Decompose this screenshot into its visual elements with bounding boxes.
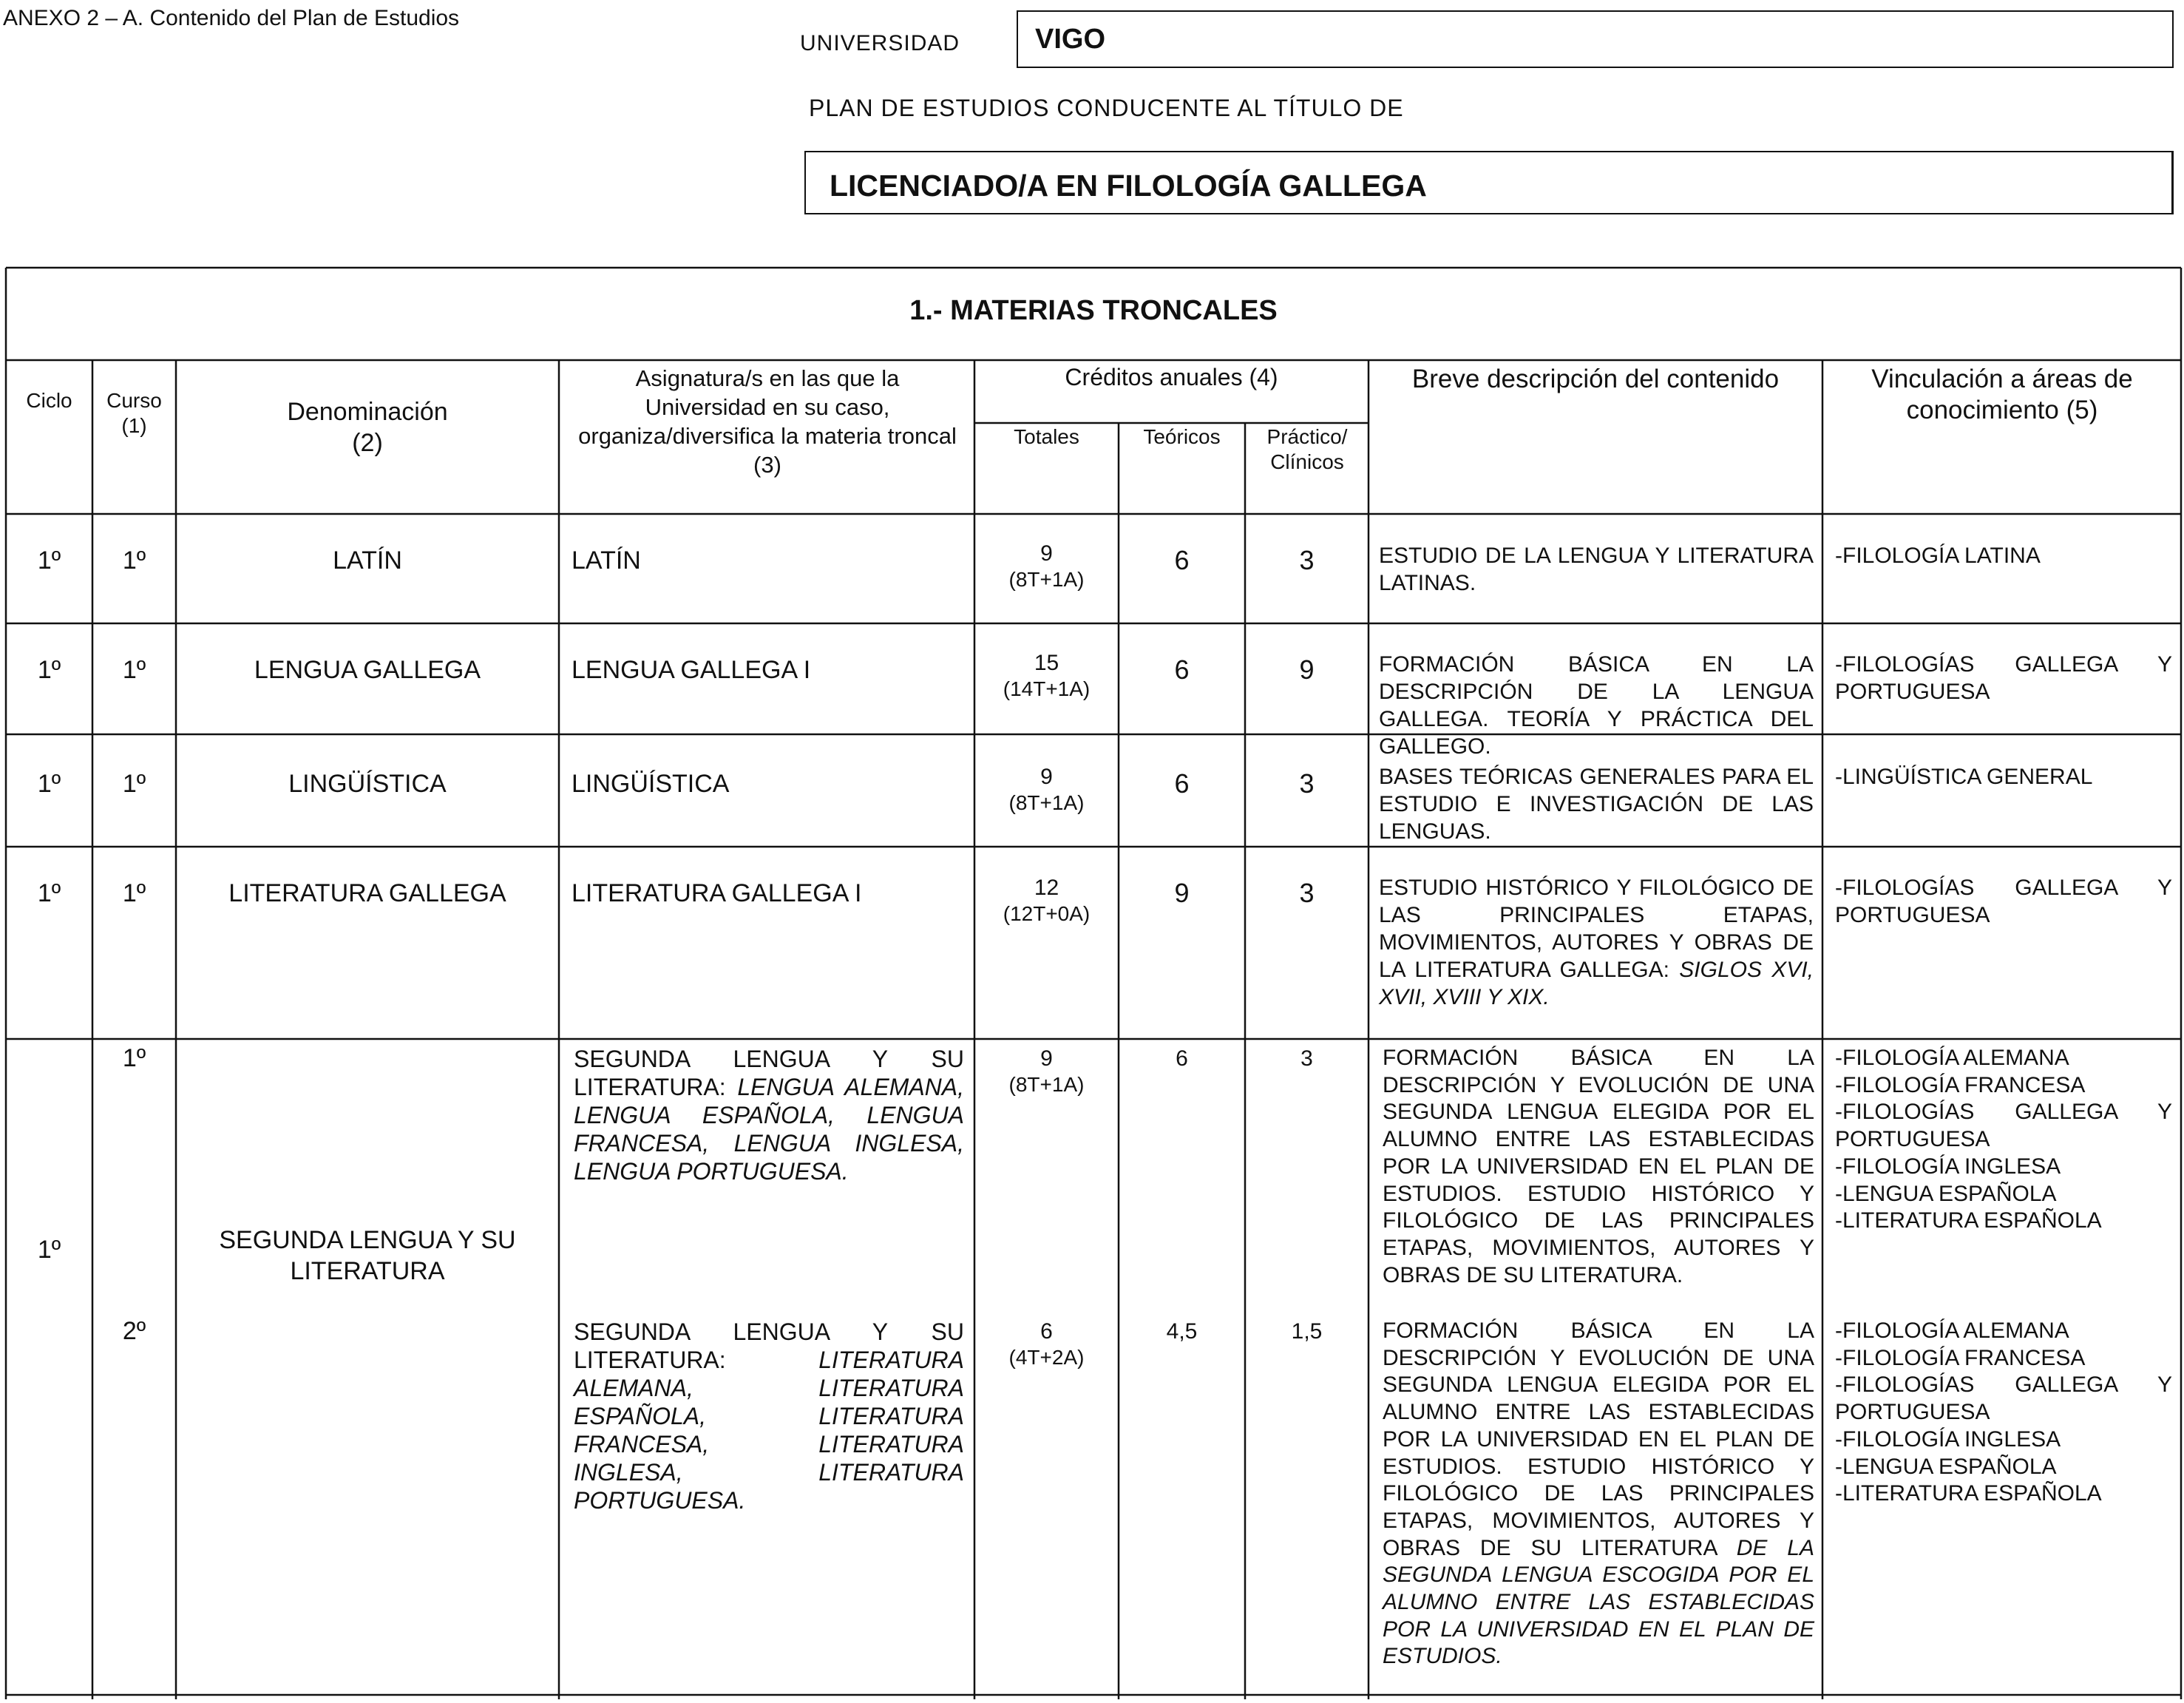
cell-curso: 1º	[122, 879, 146, 907]
cell-curso: 1º	[122, 770, 146, 798]
col-curso-note: (1)	[121, 414, 147, 437]
cell-totales-value: 9	[1040, 541, 1053, 566]
cell-descripcion: ESTUDIO DE LA LENGUA Y LITERATURA LATINAS.	[1379, 544, 1814, 595]
cell-practicos: 9	[1299, 654, 1315, 685]
cell-ciclo: 1º	[37, 656, 61, 684]
cell-practicos: 3	[1299, 878, 1315, 908]
col-denominacion	[176, 396, 559, 458]
cell-area: -LINGÜÍSTICA GENERAL	[1835, 765, 2093, 789]
cell-teoricos: 6	[1174, 545, 1190, 575]
cell-descripcion-text: FORMACIÓN BÁSICA EN LA DESCRIPCIÓN Y EVOLUCIÓN DE UNA SEGUNDA LENGUA ELEGIDA POR EL ALUMNO ENTRE LAS ESTABLECIDAS POR LA UNIVERSIDAD EN EL PLAN DE ESTUDIOS. ESTUDIO HISTÓRICO Y FILOLÓGICO DE LAS PRINCIPALES ETAPAS, MOVIMIENTOS, AUTORES Y OBRAS DE SU LITERATURA	[1383, 1318, 1814, 1560]
cell-totales-detail: (8T+1A)	[1008, 791, 1085, 814]
col-teoricos: Teóricos	[1143, 425, 1221, 448]
cell-descripcion: FORMACIÓN BÁSICA EN LA DESCRIPCIÓN Y EVOLUCIÓN DE UNA SEGUNDA LENGUA ELEGIDA POR EL ALUMNO ENTRE LAS ESTABLECIDAS POR LA UNIVERSIDAD EN EL PLAN DE ESTUDIOS. ESTUDIO HISTÓRICO Y FILOLÓGICO DE LAS PRINCIPALES ETAPAS, MOVIMIENTOS, AUTORES Y OBRAS DE SU LITERATURA.	[1383, 1046, 1814, 1287]
cell-area: -FILOLOGÍAS GALLEGA Y PORTUGUESA	[1835, 876, 2172, 927]
cell-descripcion: BASES TEÓRICAS GENERALES PARA EL ESTUDIO E INVESTIGACIÓN DE LAS LENGUAS.	[1379, 765, 1814, 844]
cell-descripcion: FORMACIÓN BÁSICA EN LA DESCRIPCIÓN DE LA LENGUA GALLEGA. TEORÍA Y PRÁCTICA DEL GALLEGO.	[1379, 652, 1814, 759]
area-item: -LITERATURA ESPAÑOLA	[1835, 1208, 2102, 1233]
cell-totales	[974, 540, 1119, 592]
col-denominacion-note: (2)	[352, 429, 383, 457]
area-item: -FILOLOGÍA ALEMANA	[1835, 1318, 2069, 1343]
annex-prefix: ANEXO 2 – A.	[3, 6, 144, 30]
cell-totales-detail: (14T+1A)	[1003, 677, 1091, 700]
universidad-label: UNIVERSIDAD	[800, 31, 960, 55]
universidad-value: VIGO	[1035, 24, 1106, 55]
cell-totales	[974, 649, 1119, 702]
cell-teoricos: 9	[1174, 878, 1190, 908]
cell-teoricos: 6	[1176, 1046, 1188, 1071]
cell-curso: 1º	[122, 1044, 146, 1072]
cell-asignatura: LATÍN	[572, 546, 641, 575]
cell-totales-value: 15	[1034, 651, 1059, 675]
area-item: -FILOLOGÍAS GALLEGA Y PORTUGUESA	[1835, 1100, 2172, 1152]
cell-area: -FILOLOGÍAS GALLEGA Y PORTUGUESA	[1835, 652, 2172, 704]
cell-asignatura	[574, 1318, 964, 1514]
cell-asignatura	[574, 1045, 964, 1185]
cell-totales	[974, 763, 1119, 816]
col-totales: Totales	[1014, 425, 1079, 448]
cell-asignatura: LITERATURA GALLEGA I	[572, 879, 862, 907]
section-title: 1.- MATERIAS TRONCALES	[909, 295, 1278, 326]
cell-denominacion: LATÍN	[333, 546, 402, 575]
col-denominacion-label: Denominación	[287, 398, 448, 426]
cell-totales-value: 6	[1040, 1319, 1053, 1344]
cell-area: -FILOLOGÍA LATINA	[1835, 544, 2041, 568]
col-asignatura: Asignatura/s en las que la Universidad en su caso, organiza/diversifica la materia troncal (3)	[578, 365, 957, 478]
cell-denominacion: LENGUA GALLEGA	[254, 656, 481, 684]
cell-descripcion-text: ESTUDIO HISTÓRICO Y FILOLÓGICO DE LAS PRINCIPALES ETAPAS, MOVIMIENTOS, AUTORES Y OBRAS DE LA LITERATURA GALLEGA:	[1379, 876, 1814, 982]
col-practicos: Práctico/ Clínicos	[1266, 425, 1348, 473]
cell-asignatura-italic: LITERATURA ALEMANA, LITERATURA ESPAÑOLA, LITERATURA FRANCESA, LITERATURA INGLESA, LITERATURA PORTUGUESA.	[574, 1347, 964, 1514]
annex-text: Contenido del Plan de Estudios	[149, 6, 460, 30]
cell-totales	[974, 1318, 1119, 1370]
col-creditos: Créditos anuales (4)	[1065, 364, 1278, 390]
col-vinculacion: Vinculación a áreas de conocimiento (5)	[1871, 365, 2133, 424]
cell-ciclo: 1º	[37, 770, 61, 798]
area-item: -FILOLOGÍA INGLESA	[1835, 1154, 2061, 1179]
cell-descripcion-italic: SIGLOS XVI, XVII, XVIII Y XIX.	[1379, 958, 1814, 1009]
cell-denominacion: LINGÜÍSTICA	[288, 770, 447, 798]
cell-ciclo: 1º	[37, 546, 61, 575]
cell-practicos: 3	[1300, 1046, 1313, 1071]
area-item: -FILOLOGÍA INGLESA	[1835, 1426, 2061, 1452]
cell-totales-value: 9	[1040, 765, 1053, 789]
cell-asignatura: LENGUA GALLEGA I	[572, 656, 811, 684]
col-curso-label: Curso	[106, 389, 162, 412]
cell-descripcion	[1379, 874, 1814, 1011]
cell-practicos: 1,5	[1291, 1319, 1323, 1344]
cell-asignatura: LINGÜÍSTICA	[572, 770, 730, 798]
area-item: -FILOLOGÍA ALEMANA	[1835, 1046, 2069, 1070]
cell-denominacion: LITERATURA GALLEGA	[228, 879, 506, 907]
cell-teoricos: 6	[1174, 654, 1190, 685]
cell-descripcion	[1383, 1318, 1814, 1670]
cell-curso: 2º	[122, 1317, 146, 1345]
col-ciclo: Ciclo	[26, 389, 72, 412]
cell-asignatura-text: SEGUNDA LENGUA Y SU LITERATURA:	[574, 1046, 964, 1100]
col-curso	[92, 388, 176, 439]
cell-totales-detail: (8T+1A)	[1008, 1073, 1085, 1096]
cell-teoricos: 6	[1174, 768, 1190, 799]
col-descripcion: Breve descripción del contenido	[1411, 365, 1780, 393]
cell-practicos: 3	[1299, 545, 1315, 575]
cell-teoricos: 4,5	[1166, 1319, 1198, 1344]
cell-curso: 1º	[122, 546, 146, 575]
area-item: -FILOLOGÍAS GALLEGA Y PORTUGUESA	[1835, 1372, 2172, 1425]
cell-areas	[1835, 1045, 2172, 1235]
degree-title: LICENCIADO/A EN FILOLOGÍA GALLEGA	[830, 169, 1427, 203]
area-item: -FILOLOGÍA FRANCESA	[1835, 1072, 2086, 1097]
area-item: -LITERATURA ESPAÑOLA	[1835, 1481, 2102, 1506]
cell-totales-value: 12	[1034, 876, 1059, 900]
area-item: -FILOLOGÍA FRANCESA	[1835, 1345, 2086, 1370]
cell-descripcion-italic: DE LA SEGUNDA LENGUA ESCOGIDA POR EL ALUMNO ENTRE LAS ESTABLECIDAS POR LA UNIVERSIDAD EN EL PLAN DE ESTUDIOS.	[1383, 1535, 1814, 1669]
cell-denominacion: SEGUNDA LENGUA Y SU LITERATURA	[219, 1226, 516, 1285]
cell-totales	[974, 874, 1119, 927]
cell-practicos: 3	[1299, 768, 1315, 799]
cell-totales-detail: (12T+0A)	[1003, 902, 1091, 925]
cell-ciclo: 1º	[37, 1236, 61, 1264]
cell-areas	[1835, 1318, 2172, 1508]
plan-label: PLAN DE ESTUDIOS CONDUCENTE AL TÍTULO DE	[809, 95, 1404, 121]
area-item: -LENGUA ESPAÑOLA	[1835, 1454, 2057, 1479]
cell-totales	[974, 1045, 1119, 1097]
cell-totales-value: 9	[1040, 1046, 1053, 1071]
cell-curso: 1º	[122, 656, 146, 684]
cell-totales-detail: (8T+1A)	[1008, 568, 1085, 591]
cell-asignatura-italic: LENGUA ALEMANA, LENGUA ESPAÑOLA, LENGUA FRANCESA, LENGUA INGLESA, LENGUA PORTUGUESA.	[574, 1074, 965, 1185]
cell-totales-detail: (4T+2A)	[1008, 1346, 1085, 1369]
cell-asignatura-text: SEGUNDA LENGUA Y SU LITERATURA:	[574, 1318, 964, 1373]
area-item: -LENGUA ESPAÑOLA	[1835, 1181, 2057, 1206]
cell-ciclo: 1º	[37, 879, 61, 907]
